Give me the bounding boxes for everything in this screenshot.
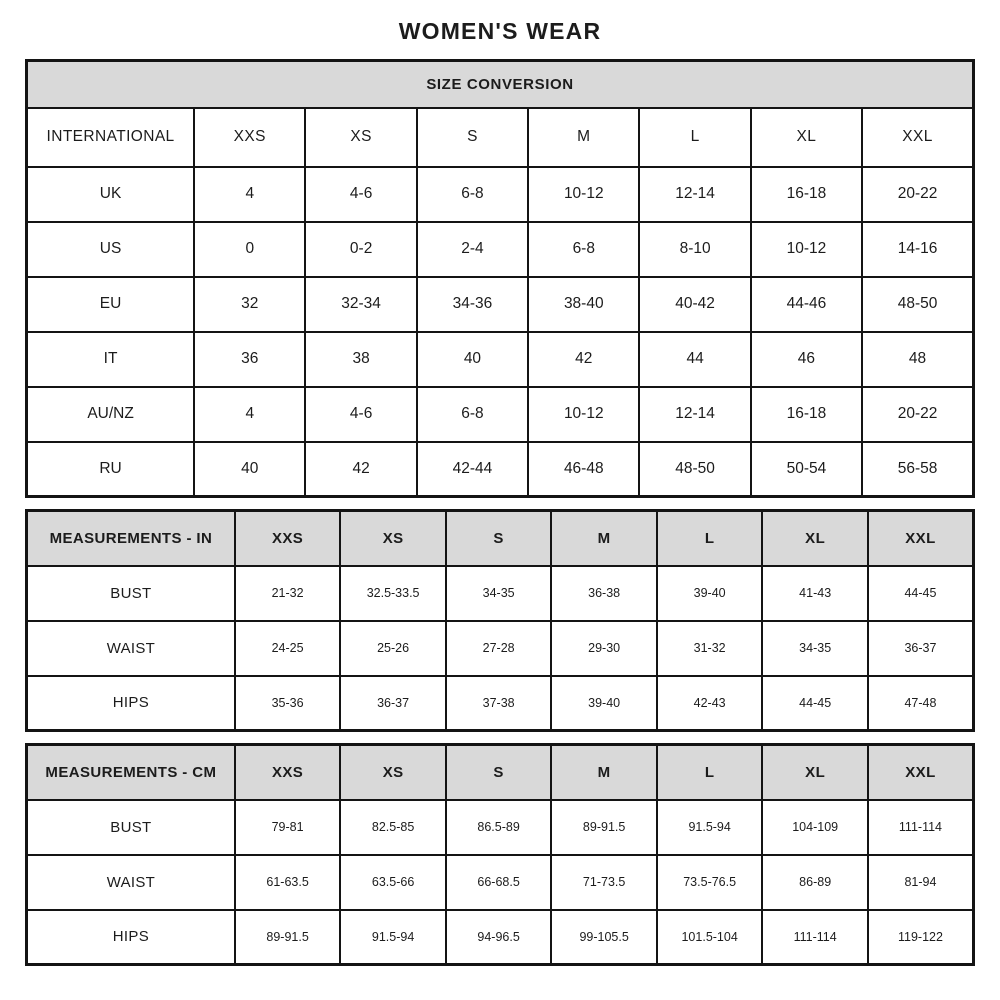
table-row <box>27 332 974 387</box>
size-value-cell: 6-8 <box>417 167 528 222</box>
size-value-cell: 34-35 <box>446 566 552 621</box>
size-column-header: XL <box>751 108 862 167</box>
size-value-cell: 35-36 <box>235 676 341 731</box>
size-value-cell: 6-8 <box>528 222 639 277</box>
size-value-cell: 34-35 <box>762 621 868 676</box>
table-row <box>27 222 974 277</box>
size-value-cell: 50-54 <box>751 442 862 497</box>
table-row <box>27 442 974 497</box>
row-label: WAIST <box>27 621 235 676</box>
size-value-cell: 38-40 <box>528 277 639 332</box>
size-value-cell: 44-45 <box>762 676 868 731</box>
size-value-cell: 16-18 <box>751 167 862 222</box>
size-value-cell: 0 <box>194 222 305 277</box>
size-value-cell: 24-25 <box>235 621 341 676</box>
size-value-cell: 41-43 <box>762 566 868 621</box>
size-value-cell: 44-45 <box>868 566 974 621</box>
row-label: RU <box>27 442 195 497</box>
column-header-row <box>27 511 974 566</box>
size-value-cell: 12-14 <box>639 387 750 442</box>
size-value-cell: 4-6 <box>305 387 416 442</box>
column-header-row <box>27 108 974 167</box>
size-column-header: M <box>551 511 657 566</box>
size-value-cell: 2-4 <box>417 222 528 277</box>
size-value-cell: 44-46 <box>751 277 862 332</box>
size-value-cell: 89-91.5 <box>551 800 657 855</box>
size-value-cell: 36 <box>194 332 305 387</box>
size-column-header: L <box>657 745 763 800</box>
size-value-cell: 91.5-94 <box>340 910 446 965</box>
size-value-cell: 39-40 <box>551 676 657 731</box>
size-conversion-table <box>25 59 975 498</box>
size-value-cell: 86.5-89 <box>446 800 552 855</box>
table-row <box>27 910 974 965</box>
size-value-cell: 81-94 <box>868 855 974 910</box>
size-value-cell: 56-58 <box>862 442 973 497</box>
size-value-cell: 40-42 <box>639 277 750 332</box>
size-value-cell: 32.5-33.5 <box>340 566 446 621</box>
size-value-cell: 111-114 <box>868 800 974 855</box>
row-label: HIPS <box>27 910 235 965</box>
measurements-cm-table <box>25 743 975 966</box>
size-value-cell: 36-37 <box>868 621 974 676</box>
table-title: SIZE CONVERSION <box>27 61 974 108</box>
table-title: MEASUREMENTS - CM <box>27 745 235 800</box>
size-column-header: XL <box>762 745 868 800</box>
size-value-cell: 101.5-104 <box>657 910 763 965</box>
size-value-cell: 21-32 <box>235 566 341 621</box>
size-value-cell: 14-16 <box>862 222 973 277</box>
row-label: HIPS <box>27 676 235 731</box>
size-value-cell: 71-73.5 <box>551 855 657 910</box>
size-guide-document <box>25 0 975 966</box>
size-value-cell: 40 <box>417 332 528 387</box>
size-column-header: L <box>657 511 763 566</box>
size-value-cell: 42-43 <box>657 676 763 731</box>
size-column-header: L <box>639 108 750 167</box>
size-value-cell: 40 <box>194 442 305 497</box>
size-value-cell: 31-32 <box>657 621 763 676</box>
column-header-row <box>27 745 974 800</box>
row-label: AU/NZ <box>27 387 195 442</box>
size-value-cell: 46 <box>751 332 862 387</box>
size-value-cell: 20-22 <box>862 387 973 442</box>
size-column-header: XXL <box>868 745 974 800</box>
size-column-header: XXS <box>235 745 341 800</box>
size-value-cell: 38 <box>305 332 416 387</box>
size-value-cell: 4 <box>194 387 305 442</box>
table-row <box>27 855 974 910</box>
size-column-header: M <box>528 108 639 167</box>
size-column-header: XS <box>305 108 416 167</box>
size-column-header: XS <box>340 745 446 800</box>
size-value-cell: 79-81 <box>235 800 341 855</box>
size-value-cell: 10-12 <box>528 167 639 222</box>
size-column-header: S <box>417 108 528 167</box>
size-column-header: XXL <box>868 511 974 566</box>
size-column-header: XXS <box>235 511 341 566</box>
size-value-cell: 36-37 <box>340 676 446 731</box>
size-value-cell: 48-50 <box>862 277 973 332</box>
size-value-cell: 29-30 <box>551 621 657 676</box>
size-value-cell: 39-40 <box>657 566 763 621</box>
size-value-cell: 42-44 <box>417 442 528 497</box>
size-value-cell: 37-38 <box>446 676 552 731</box>
size-value-cell: 36-38 <box>551 566 657 621</box>
size-column-header: XL <box>762 511 868 566</box>
size-value-cell: 4 <box>194 167 305 222</box>
size-value-cell: 91.5-94 <box>657 800 763 855</box>
page-title: WOMEN'S WEAR <box>398 18 602 44</box>
size-value-cell: 44 <box>639 332 750 387</box>
table-row <box>27 387 974 442</box>
size-value-cell: 12-14 <box>639 167 750 222</box>
size-value-cell: 99-105.5 <box>551 910 657 965</box>
size-value-cell: 111-114 <box>762 910 868 965</box>
size-value-cell: 94-96.5 <box>446 910 552 965</box>
size-value-cell: 32 <box>194 277 305 332</box>
table-row <box>27 621 974 676</box>
size-column-header: S <box>446 745 552 800</box>
size-value-cell: 6-8 <box>417 387 528 442</box>
size-value-cell: 48 <box>862 332 973 387</box>
measurements-in-table <box>25 509 975 732</box>
row-label: WAIST <box>27 855 235 910</box>
table-row <box>27 800 974 855</box>
size-column-header: XS <box>340 511 446 566</box>
row-label: BUST <box>27 566 235 621</box>
size-value-cell: 10-12 <box>751 222 862 277</box>
size-value-cell: 63.5-66 <box>340 855 446 910</box>
table-title: MEASUREMENTS - IN <box>27 511 235 566</box>
table-row <box>27 676 974 731</box>
size-value-cell: 48-50 <box>639 442 750 497</box>
size-value-cell: 10-12 <box>528 387 639 442</box>
size-value-cell: 0-2 <box>305 222 416 277</box>
size-value-cell: 66-68.5 <box>446 855 552 910</box>
size-column-header: M <box>551 745 657 800</box>
row-label: UK <box>27 167 195 222</box>
size-value-cell: 42 <box>528 332 639 387</box>
size-value-cell: 82.5-85 <box>340 800 446 855</box>
table-row <box>27 167 974 222</box>
size-column-header: XXS <box>194 108 305 167</box>
size-value-cell: 61-63.5 <box>235 855 341 910</box>
table-row <box>27 277 974 332</box>
size-value-cell: 16-18 <box>751 387 862 442</box>
row-label-column-header: INTERNATIONAL <box>27 108 195 167</box>
table-caption-row <box>27 61 974 108</box>
size-value-cell: 32-34 <box>305 277 416 332</box>
table-row <box>27 566 974 621</box>
size-value-cell: 20-22 <box>862 167 973 222</box>
row-label: EU <box>27 277 195 332</box>
size-value-cell: 4-6 <box>305 167 416 222</box>
size-value-cell: 119-122 <box>868 910 974 965</box>
size-value-cell: 8-10 <box>639 222 750 277</box>
size-value-cell: 42 <box>305 442 416 497</box>
size-value-cell: 47-48 <box>868 676 974 731</box>
size-value-cell: 73.5-76.5 <box>657 855 763 910</box>
row-label: US <box>27 222 195 277</box>
size-value-cell: 34-36 <box>417 277 528 332</box>
size-value-cell: 27-28 <box>446 621 552 676</box>
size-value-cell: 46-48 <box>528 442 639 497</box>
size-value-cell: 89-91.5 <box>235 910 341 965</box>
row-label: BUST <box>27 800 235 855</box>
size-value-cell: 104-109 <box>762 800 868 855</box>
size-value-cell: 86-89 <box>762 855 868 910</box>
size-column-header: S <box>446 511 552 566</box>
size-column-header: XXL <box>862 108 973 167</box>
size-value-cell: 25-26 <box>340 621 446 676</box>
row-label: IT <box>27 332 195 387</box>
